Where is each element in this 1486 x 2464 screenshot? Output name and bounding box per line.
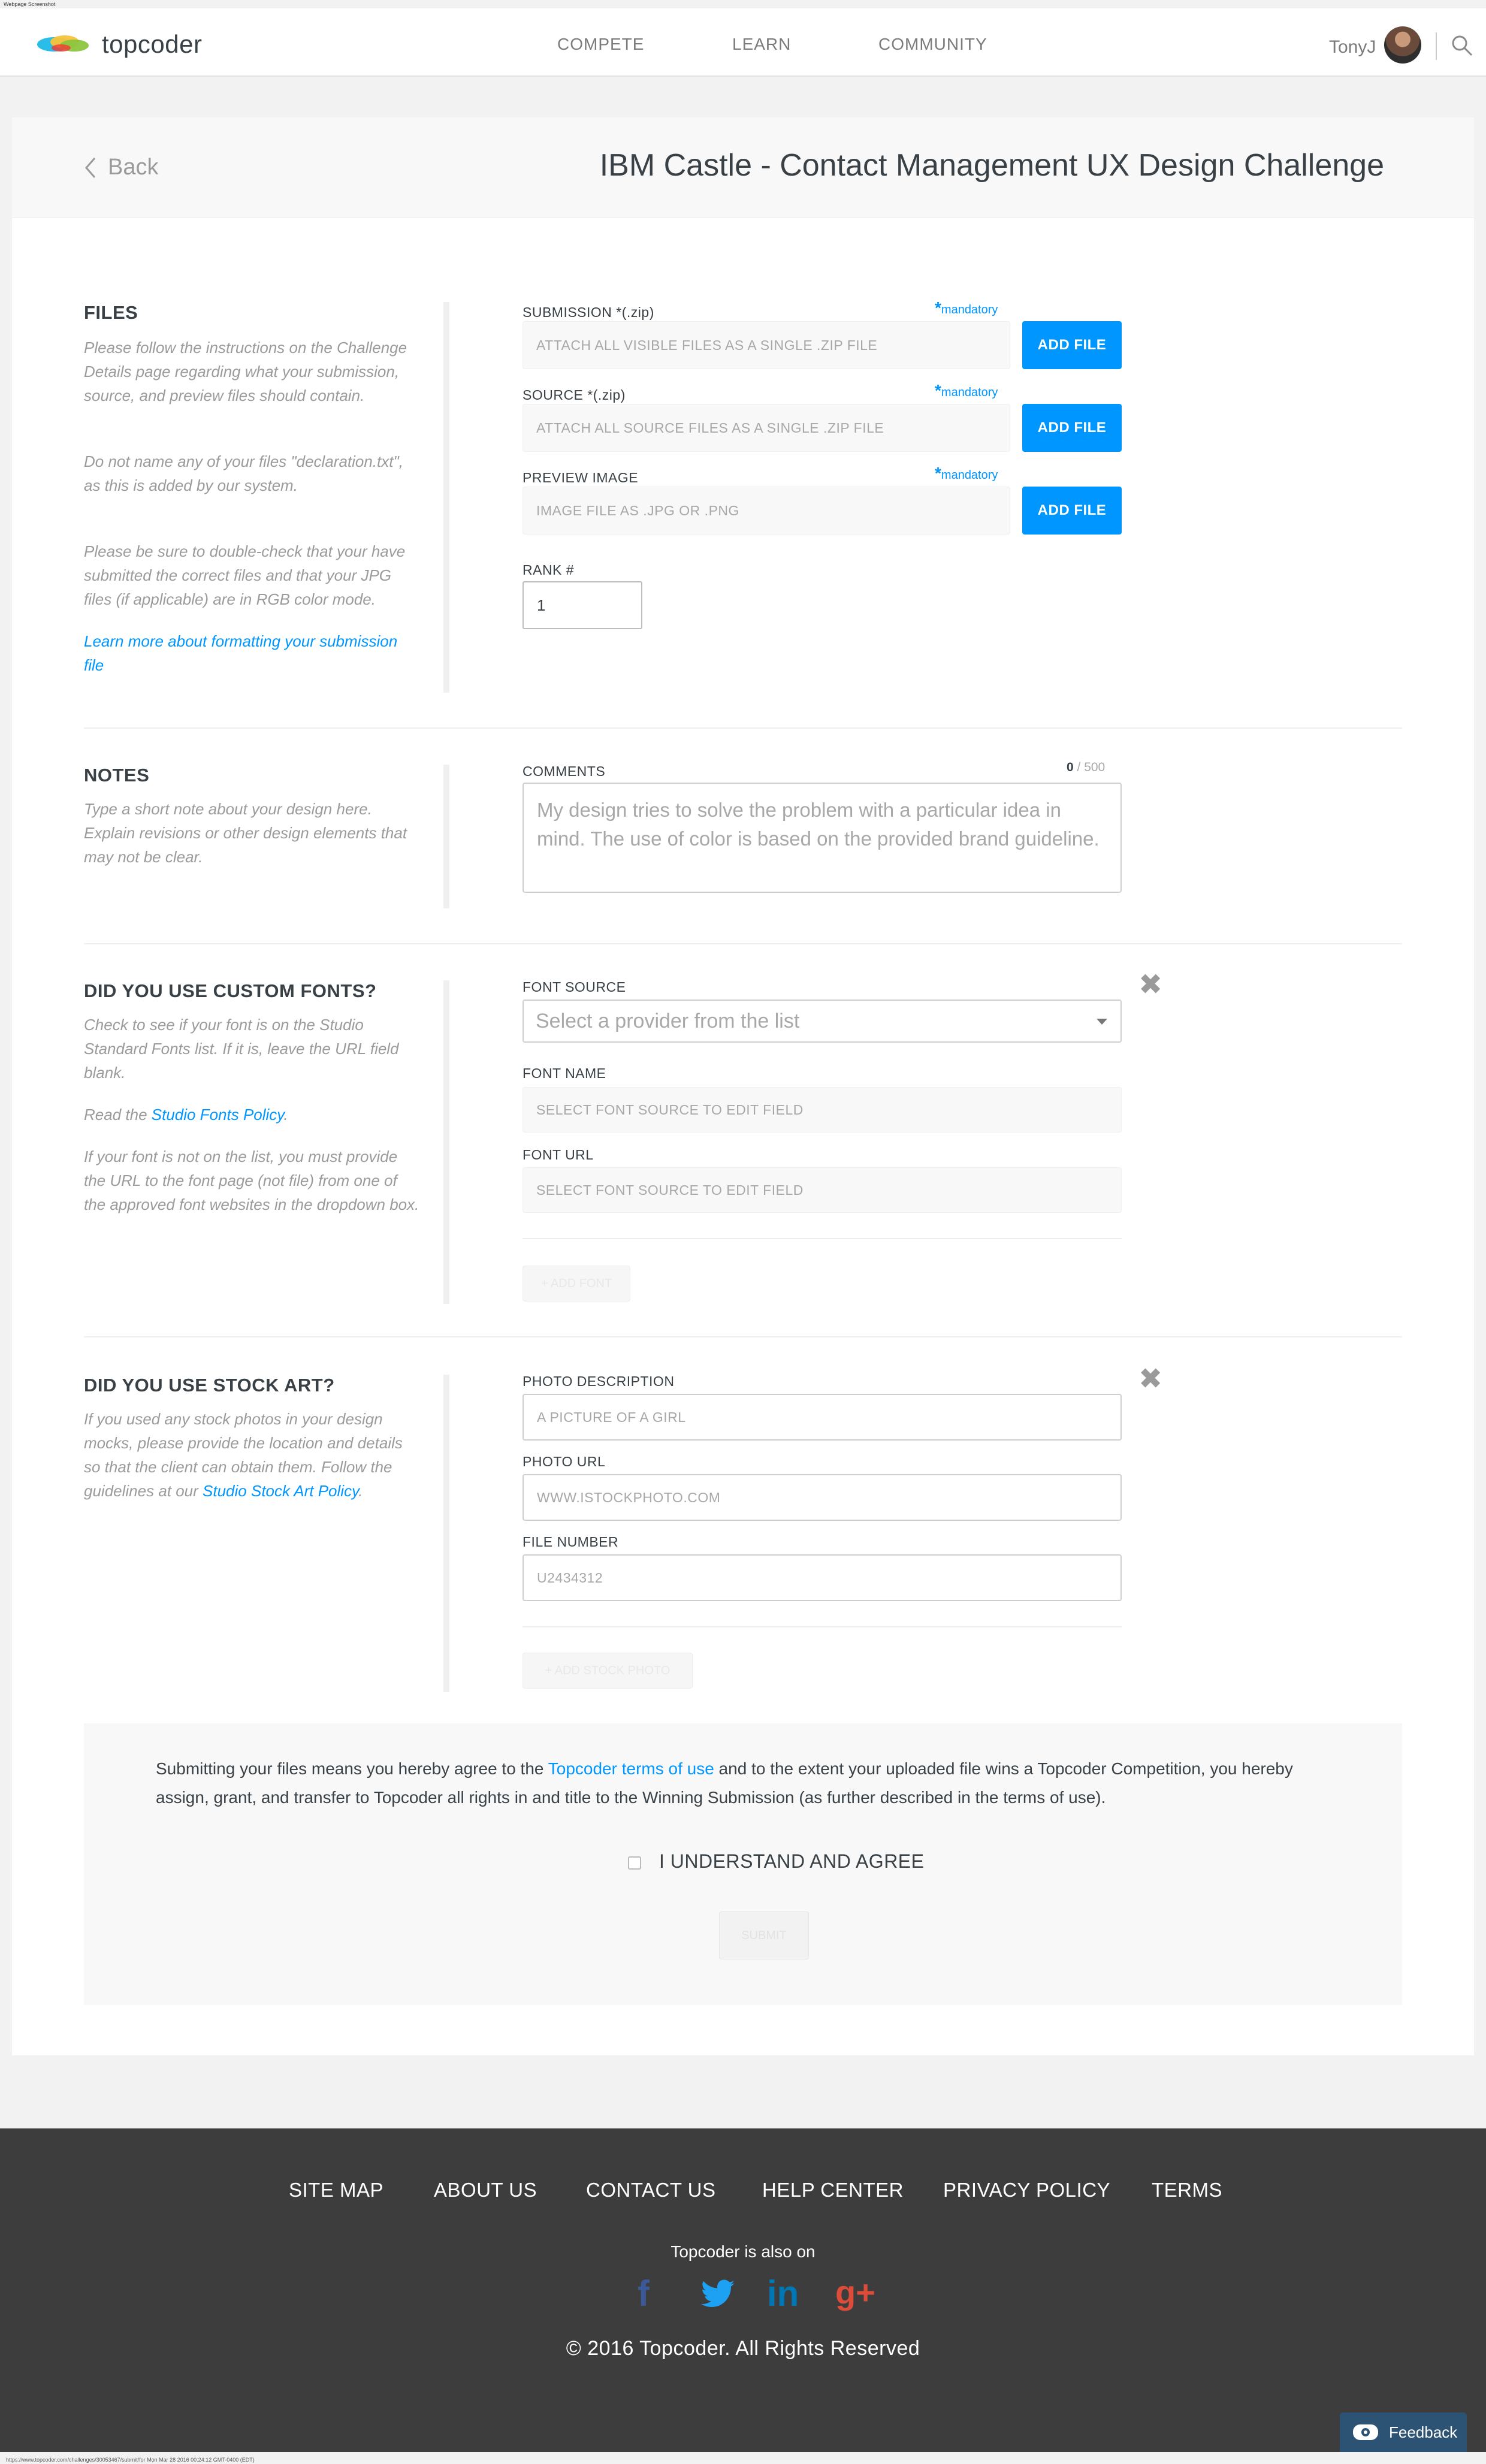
source-mandatory bbox=[935, 381, 998, 400]
mandatory-text: mandatory bbox=[941, 469, 998, 482]
section-divider bbox=[84, 1336, 1402, 1337]
avatar[interactable] bbox=[1384, 26, 1421, 64]
photo-url-input[interactable]: WWW.ISTOCKPHOTO.COM bbox=[522, 1474, 1122, 1521]
mandatory-star: * bbox=[935, 298, 941, 317]
files-title: FILES bbox=[84, 302, 138, 323]
stock-policy-link[interactable]: Studio Stock Art Policy bbox=[203, 1482, 359, 1500]
fonts-divider bbox=[443, 980, 449, 1304]
fonts-policy-prefix: Read the bbox=[84, 1106, 152, 1124]
agree-checkbox[interactable] bbox=[628, 1856, 641, 1870]
nav-compete[interactable]: COMPETE bbox=[557, 35, 645, 53]
facebook-icon[interactable]: f bbox=[638, 2273, 650, 2314]
char-counter bbox=[1067, 760, 1105, 775]
submission-file-field[interactable]: ATTACH ALL VISIBLE FILES AS A SINGLE .ZIP FILE bbox=[522, 321, 1010, 369]
remove-stock-icon[interactable]: ✖ bbox=[1138, 1363, 1163, 1395]
add-font-button[interactable]: + ADD FONT bbox=[522, 1266, 630, 1302]
comments-label: COMMENTS bbox=[522, 763, 606, 779]
mandatory-text: mandatory bbox=[941, 303, 998, 316]
fonts-policy-link[interactable]: Studio Fonts Policy bbox=[151, 1106, 284, 1124]
font-url-label: FONT URL bbox=[522, 1147, 594, 1162]
preview-mandatory bbox=[935, 464, 998, 483]
stock-text: If you used any stock photos in your design mocks, please provide the location and details so that the client can obtain them. Follow the guidelines at our bbox=[84, 1410, 403, 1500]
stock-text-suffix: . bbox=[358, 1482, 363, 1500]
agreement-prefix: Submitting your files means you hereby agree to the bbox=[156, 1759, 548, 1778]
search-icon[interactable] bbox=[1450, 34, 1474, 58]
font-source-label: FONT SOURCE bbox=[522, 979, 626, 995]
back-button[interactable] bbox=[84, 155, 158, 180]
preview-file-field[interactable]: IMAGE FILE AS .JPG OR .PNG bbox=[522, 487, 1010, 535]
add-submission-file-button[interactable]: ADD FILE bbox=[1022, 321, 1122, 369]
rank-label: RANK # bbox=[522, 562, 575, 578]
font-form-divider bbox=[522, 1238, 1122, 1239]
add-stock-photo-button[interactable]: + ADD STOCK PHOTO bbox=[522, 1653, 693, 1689]
fonts-url-note: If your font is not on the list, you must provide the URL to the font page (not file) from one of the approved font websites in the dropdown box. bbox=[84, 1148, 419, 1213]
social-heading: Topcoder is also on bbox=[670, 2242, 816, 2261]
section-divider bbox=[84, 727, 1402, 729]
comments-textarea[interactable]: My design tries to solve the problem with a particular idea in mind. The use of color is based on the provided brand guideline. bbox=[522, 783, 1122, 893]
stock-form-divider bbox=[522, 1626, 1122, 1627]
feedback-icon bbox=[1352, 2422, 1379, 2442]
photo-url-label: PHOTO URL bbox=[522, 1454, 606, 1469]
notes-instructions: Type a short note about your design here. Explain revisions or other design elements that may not be clear. bbox=[84, 800, 407, 866]
files-rgb-note: Please be sure to double-check that your have submitted the correct files and that your JPG files (if applicable) are in RGB color mode. bbox=[84, 542, 406, 608]
preview-label: PREVIEW IMAGE bbox=[522, 470, 639, 485]
submission-form bbox=[12, 117, 1474, 2055]
logo-icon bbox=[36, 31, 96, 58]
char-max: / 500 bbox=[1073, 760, 1106, 774]
fonts-policy-suffix: . bbox=[283, 1106, 288, 1124]
terms-of-use-link[interactable]: Topcoder terms of use bbox=[548, 1759, 714, 1778]
header-divider bbox=[1436, 32, 1437, 60]
file-number-input[interactable]: U2434312 bbox=[522, 1554, 1122, 1601]
stock-title: DID YOU USE STOCK ART? bbox=[84, 1375, 335, 1396]
add-preview-file-button[interactable]: ADD FILE bbox=[1022, 487, 1122, 535]
title-bar bbox=[12, 117, 1474, 218]
fonts-standard-note: Check to see if your font is on the Studio Standard Fonts list. If it is, leave the URL field blank. bbox=[84, 1016, 399, 1082]
agreement-suffix: and to the extent your uploaded file wins a Topcoder Competition, you hereby assign, grant, and transfer to Topcoder all rights in and title to the Winning Submission (as further described in the terms of use). bbox=[156, 1759, 1293, 1807]
footer-privacy-policy[interactable]: PRIVACY POLICY bbox=[943, 2179, 1111, 2201]
notes-title: NOTES bbox=[84, 765, 150, 786]
fonts-policy-note bbox=[84, 1103, 419, 1127]
section-divider bbox=[84, 943, 1402, 944]
logo-text: topcoder bbox=[102, 30, 203, 58]
feedback-button[interactable] bbox=[1340, 2412, 1467, 2452]
linkedin-icon[interactable]: in bbox=[767, 2273, 799, 2314]
feedback-label: Feedback bbox=[1389, 2423, 1458, 2441]
back-label: Back bbox=[108, 155, 159, 180]
footer-contact-us[interactable]: CONTACT US bbox=[586, 2179, 716, 2201]
fonts-title: DID YOU USE CUSTOM FONTS? bbox=[84, 980, 377, 1001]
nav-community[interactable]: COMMUNITY bbox=[878, 35, 987, 53]
google-plus-icon[interactable]: g+ bbox=[835, 2273, 875, 2311]
notes-divider bbox=[443, 765, 449, 908]
site-header bbox=[0, 8, 1486, 77]
font-source-placeholder: Select a provider from the list bbox=[536, 1009, 800, 1032]
stock-divider bbox=[443, 1375, 449, 1692]
screenshot-caption: Webpage Screenshot bbox=[4, 1, 56, 7]
add-source-file-button[interactable]: ADD FILE bbox=[1022, 404, 1122, 452]
char-count: 0 bbox=[1067, 760, 1074, 774]
mandatory-star: * bbox=[935, 464, 941, 482]
photo-description-label: PHOTO DESCRIPTION bbox=[522, 1373, 675, 1389]
copyright: © 2016 Topcoder. All Rights Reserved bbox=[566, 2337, 920, 2360]
agree-label[interactable]: I UNDERSTAND AND AGREE bbox=[659, 1850, 925, 1872]
submission-mandatory bbox=[935, 298, 998, 318]
submit-button[interactable]: SUBMIT bbox=[719, 1912, 809, 1959]
agreement-text bbox=[156, 1755, 1342, 1812]
files-divider bbox=[443, 302, 449, 693]
mandatory-star: * bbox=[935, 381, 941, 400]
font-url-input[interactable]: SELECT FONT SOURCE TO EDIT FIELD bbox=[522, 1167, 1122, 1213]
photo-description-input[interactable]: A PICTURE OF A GIRL bbox=[522, 1394, 1122, 1441]
source-label: SOURCE *(.zip) bbox=[522, 387, 626, 403]
username[interactable]: TonyJ bbox=[1329, 37, 1376, 57]
topcoder-logo[interactable] bbox=[36, 30, 202, 59]
formatting-link[interactable]: Learn more about formatting your submission file bbox=[84, 632, 398, 674]
footer-site-map[interactable]: SITE MAP bbox=[289, 2179, 384, 2201]
nav-learn[interactable]: LEARN bbox=[732, 35, 792, 53]
page-title: IBM Castle - Contact Management UX Design Challenge bbox=[599, 148, 1384, 183]
files-instructions: Please follow the instructions on the Challenge Details page regarding what your submission, source, and preview files should contain. bbox=[84, 339, 407, 404]
twitter-icon[interactable] bbox=[701, 2279, 736, 2309]
source-file-field[interactable]: ATTACH ALL SOURCE FILES AS A SINGLE .ZIP FILE bbox=[522, 404, 1010, 452]
files-naming-note: Do not name any of your files "declaration.txt", as this is added by our system. bbox=[84, 452, 403, 494]
remove-font-icon[interactable]: ✖ bbox=[1138, 969, 1163, 1001]
font-source-select[interactable] bbox=[522, 1000, 1122, 1043]
stock-instructions bbox=[84, 1407, 419, 1503]
submission-label: SUBMISSION *(.zip) bbox=[522, 304, 654, 320]
url-caption: https://www.topcoder.com/challenges/30053467/submit/for Mon Mar 28 2016 00:24:12 GMT-0400 (EDT) bbox=[6, 2457, 255, 2463]
footer-terms[interactable]: TERMS bbox=[1152, 2179, 1222, 2201]
rank-input[interactable]: 1 bbox=[522, 581, 642, 629]
font-name-label: FONT NAME bbox=[522, 1065, 606, 1081]
font-name-input[interactable]: SELECT FONT SOURCE TO EDIT FIELD bbox=[522, 1087, 1122, 1133]
mandatory-text: mandatory bbox=[941, 386, 998, 399]
chevron-down-icon bbox=[1097, 1019, 1107, 1025]
footer-about-us[interactable]: ABOUT US bbox=[434, 2179, 537, 2201]
chevron-left-icon bbox=[84, 156, 97, 180]
file-number-label: FILE NUMBER bbox=[522, 1534, 619, 1550]
site-footer bbox=[0, 2128, 1486, 2452]
footer-help-center[interactable]: HELP CENTER bbox=[762, 2179, 904, 2201]
agreement-panel bbox=[84, 1723, 1402, 2005]
